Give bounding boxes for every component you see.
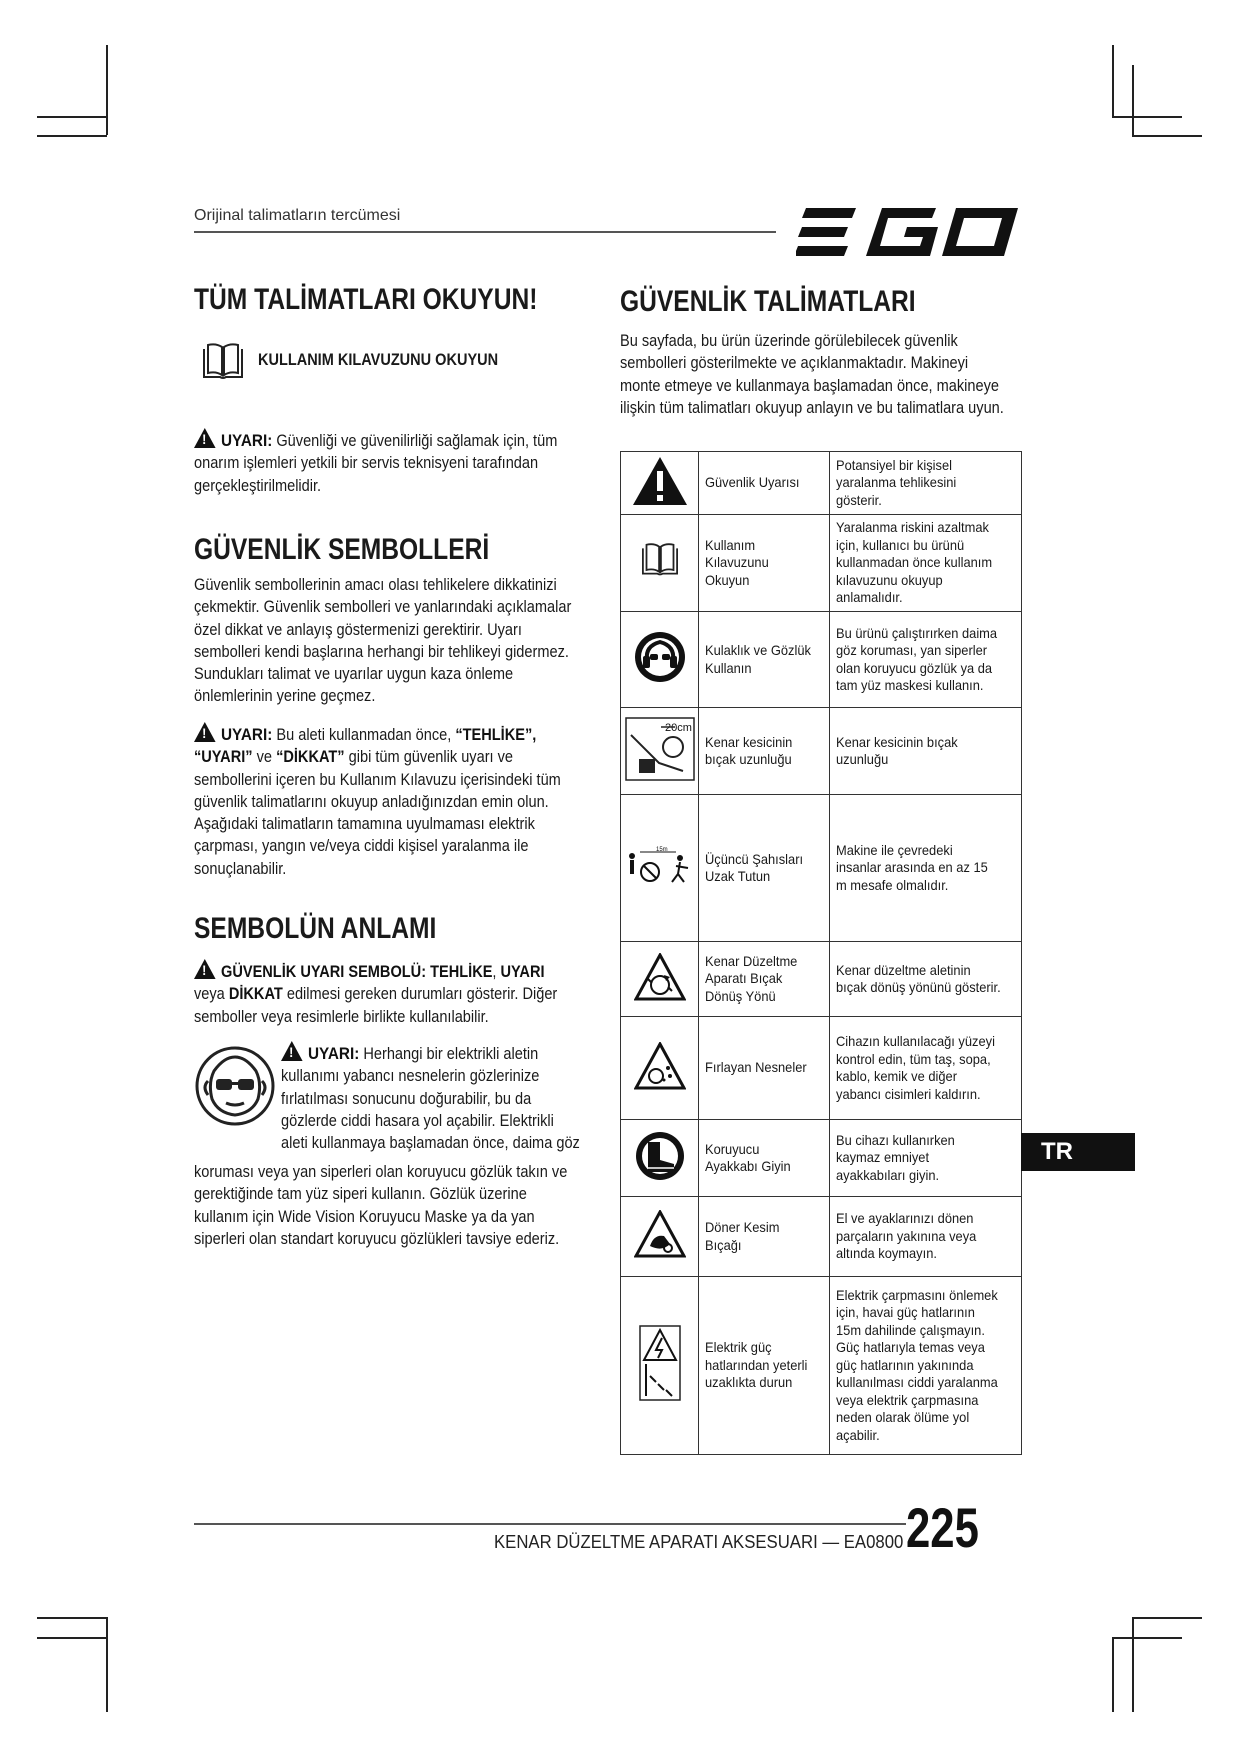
crop-mark [106, 45, 108, 135]
warning-text: Bu aleti kullanmadan önce, [276, 726, 452, 744]
header-subtitle: Orijinal talimatların tercümesi [194, 207, 401, 224]
footer-title: KENAR DÜZELTME APARATI AKSESUARI — EA0800 [494, 1532, 904, 1552]
symbol-desc: Kenar kesicinin bıçak uzunluğu [830, 708, 1022, 795]
crop-mark [106, 1617, 108, 1712]
table-row [621, 515, 1022, 612]
symbol-name: Kullanım Kılavuzunu Okuyun [699, 515, 830, 612]
symbol-desc: Kenar düzeltme aletinin bıçak dönüş yönünü gösterir. [830, 942, 1022, 1017]
symbol-name: Elektrik güç hatlarından yeterli uzaklıkta durun [699, 1277, 830, 1455]
symbol-desc: Makine ile çevredeki insanlar arasında en az 15 m mesafe olmalıdır. [830, 795, 1022, 942]
warning-label: UYARI: [221, 431, 273, 450]
open-book-icon [639, 543, 681, 579]
ear-eye-protection-icon [633, 630, 687, 684]
warning-eye-b: koruması veya yan siperleri olan koruyucu gözlük takın ve gerektiğinde tam yüz siperi kullanın. Gözlük üzerine kullanım için Wide Vision Koruyucu Maske ya da yan siperleri olan standart koruyucu gözlükleri tavsiye ederiz. [194, 1163, 568, 1248]
svg-text:20cm: 20cm [664, 721, 692, 734]
table-row [621, 1120, 1022, 1197]
symbol-meaning-title: SEMBOLÜN ANLAMI [194, 912, 437, 945]
crop-mark [1112, 1637, 1114, 1712]
warning-eye-a [281, 1041, 583, 1154]
symbol-name: Güvenlik Uyarısı [699, 452, 830, 515]
warning-triangle-icon [631, 455, 689, 507]
symbol-name: Üçüncü Şahısları Uzak Tutun [699, 795, 830, 942]
symbol-desc: Elektrik çarpmasını önlemek için, havai güç hatlarının 15m dahilinde çalışmayın. Güç hatlarıyla temas veya güç hatlarının yakınında kullanılması ciddi yaralanma veya elektrik çarpmasına neden olarak ölüme yol açabilir. [830, 1277, 1022, 1455]
table-row [621, 1277, 1022, 1455]
warning-triangle-icon [281, 1041, 303, 1061]
language-tab: TR [1021, 1133, 1135, 1171]
icon-cell [621, 452, 699, 515]
brand-logo [796, 206, 1020, 263]
crop-mark [37, 116, 107, 118]
manual-label: KULLANIM KILAVUZUNU OKUYUN [258, 351, 499, 369]
symbol-meaning-text: !GÜVENLİK UYARI SEMBOLÜ: TEHLİKE, UYARI veya DİKKAT edilmesi gereken durumları gösterir. Diğer semboller veya resimlerle birlikte kullanılabilir. [194, 959, 577, 1028]
crop-mark [1132, 135, 1202, 137]
icon-cell [621, 612, 699, 708]
brand-name: EGO [796, 206, 799, 207]
table-row [621, 942, 1022, 1017]
symbol-desc: Cihazın kullanılacağı yüzeyi kontrol edin, tüm taş, sopa, kablo, kemik ve diğer yabancı cisimleri kaldırın. [830, 1017, 1022, 1120]
table-row [621, 452, 1022, 515]
symbol-desc: Bu ürünü çalıştırırken daima göz koruması, yan siperler olan koruyucu gözlük ya da tam yüz maskesi kullanın. [830, 612, 1022, 708]
meaning-label: GÜVENLİK UYARI SEMBOLÜ: [221, 963, 427, 981]
crop-mark [1132, 1617, 1202, 1619]
thrown-objects-icon [634, 1042, 686, 1090]
svg-text:15m: 15m [655, 846, 668, 853]
warning-label: UYARI: [221, 725, 273, 744]
symbol-desc: Yaralanma riskini azaltmak için, kullanıcı bu ürünü kullanmadan önce kullanım kılavuzunu okuyup anlamalıdır. [830, 515, 1022, 612]
icon-cell [621, 795, 699, 942]
rotating-blade-icon [634, 1210, 686, 1258]
symbol-name: Döner Kesim Bıçağı [699, 1197, 830, 1277]
crop-mark [1132, 1617, 1134, 1712]
open-book-icon [200, 343, 246, 383]
table-row [621, 1017, 1022, 1120]
symbol-name: Kenar kesicinin bıçak uzunluğu [699, 708, 830, 795]
symbol-desc: Bu cihazı kullanırken kaymaz emniyet ayakkabıları giyin. [830, 1120, 1022, 1197]
safety-boots-icon [634, 1130, 686, 1182]
warning-service [194, 428, 576, 497]
blade-rotation-icon [634, 953, 686, 1001]
safety-symbols-title: GÜVENLİK SEMBOLLERİ [194, 533, 490, 566]
read-all-title: TÜM TALİMATLARI OKUYUN! [194, 283, 538, 316]
caution-word: “DİKKAT” [276, 748, 345, 767]
icon-cell [621, 515, 699, 612]
warning-word: UYARI [500, 963, 545, 981]
warning-text-rest: gibi tüm güvenlik uyarı ve sembollerini içeren bu Kullanım Kılavuzu içerisindeki tüm güvenlik talimatlarını okuyup anladığınızdan emin olun. Aşağıdaki talimatların tamamına uyulmaması elektrik çarpması, yangın ve/veya ciddi kişisel yaralanma ile sonuçlanabilir. [194, 748, 561, 878]
page-number: 225 [906, 1496, 979, 1559]
symbol-table [620, 451, 1022, 1455]
table-row [621, 612, 1022, 708]
crop-mark [1112, 116, 1182, 118]
symbol-desc: Potansiyel bir kişisel yaralanma tehlikesini gösterir. [830, 452, 1022, 515]
safety-instructions-intro: Bu sayfada, bu ürün üzerinde görülebilecek güvenlik sembolleri gösterilmekte ve açıklanmaktadır. Makineyi monte etmeye ve kullanmaya başlamadan önce, makineye ilişkin tüm talimatları okuyup anlayın ve bu talimatlara uyun. [620, 332, 1004, 417]
and-word: ve [256, 748, 273, 767]
table-row [621, 1197, 1022, 1277]
symbol-name: Fırlayan Nesneler [699, 1017, 830, 1120]
footer-rule [194, 1523, 906, 1525]
icon-cell [621, 1277, 699, 1455]
crop-mark [37, 1617, 107, 1619]
warning-text: Herhangi bir elektrikli aletin kullanımı yabancı nesnelerin gözlerinize fırlatılması sonucunu doğurabilir, bu da gözlerde ciddi hasara yol açabilir. Elektrikli aleti kullanmaya başlamadan önce, daima göz [281, 1045, 580, 1153]
warning-word: “UYARI” [194, 748, 253, 767]
safety-symbols-text: Güvenlik sembollerinin amacı olası tehlikelere dikkatinizi çekmektir. Güvenlik sembolleri ve yanlarındaki açıklamalar özel dikkat ve anlayış göstermenizi gerektirir. Uyarı sembolleri kendi başlarına herhangi bir tehlikeyi gidermez. Sundukları talimat ve uyarılar uygun kaza önleme önlemlerinin yerine geçmez. [194, 576, 572, 706]
icon-cell [621, 942, 699, 1017]
symbol-name: Kulaklık ve Gözlük Kullanın [699, 612, 830, 708]
table-row [621, 708, 1022, 795]
warning-triangle-icon [194, 722, 216, 742]
warning-read-manual [194, 722, 577, 880]
caution-word: DİKKAT [228, 985, 283, 1004]
warning-text: Güvenliği ve güvenilirliği sağlamak için, tüm onarım işlemleri yetkili bir servis teknisyeni tarafından gerçekleştirilmelidir. [194, 432, 558, 495]
symbol-desc: El ve ayaklarınızı dönen parçaların yakınına veya altında koymayın. [830, 1197, 1022, 1277]
crop-mark [1112, 1637, 1182, 1639]
symbol-name: Koruyucu Ayakkabı Giyin [699, 1120, 830, 1197]
table-row [621, 795, 1022, 942]
icon-cell [621, 708, 699, 795]
safety-instructions-title: GÜVENLİK TALİMATLARI [620, 285, 916, 318]
power-lines-icon [638, 1324, 682, 1402]
eye-protection-icon [194, 1045, 276, 1127]
header-rule [194, 231, 776, 233]
crop-mark [1112, 45, 1114, 117]
danger-word: “TEHLİKE”, [455, 726, 537, 744]
keep-bystanders-away-icon [626, 846, 694, 886]
icon-cell [621, 1120, 699, 1197]
warning-triangle-icon [194, 959, 216, 979]
edger-blade-length-icon [625, 717, 695, 781]
crop-mark [37, 1637, 107, 1639]
warning-triangle-icon [194, 428, 216, 448]
icon-cell [621, 1197, 699, 1277]
danger-word: TEHLİKE [430, 963, 493, 981]
crop-mark [37, 135, 107, 137]
icon-cell [621, 1017, 699, 1120]
warning-label: UYARI: [308, 1044, 360, 1063]
symbol-name: Kenar Düzeltme Aparatı Bıçak Dönüş Yönü [699, 942, 830, 1017]
crop-mark [1132, 65, 1134, 137]
